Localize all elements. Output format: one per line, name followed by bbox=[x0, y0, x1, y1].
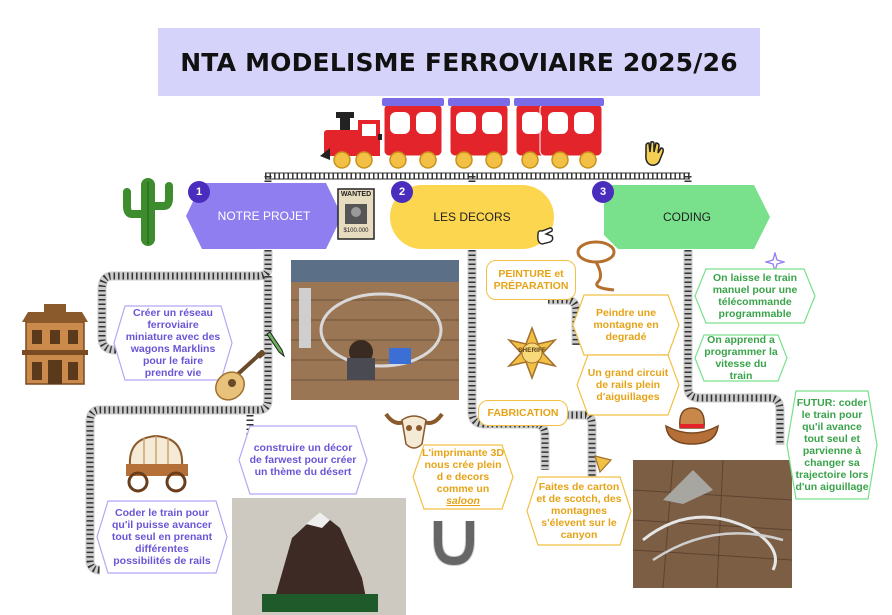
printer-note-emphasis: saloon bbox=[446, 495, 480, 507]
coding-note-1-text: On laisse le train manuel pour une télécommande programmable bbox=[712, 272, 798, 320]
projet-note-3 bbox=[96, 500, 228, 574]
coding-note-2 bbox=[694, 334, 788, 382]
tag-peinture-text: PEINTURE et PRÉPARATION bbox=[493, 268, 569, 292]
saloon-icon bbox=[18, 304, 92, 388]
tag-peinture bbox=[486, 260, 576, 300]
decors-note-1-text: Peindre une montagne en degradé bbox=[593, 307, 659, 343]
section-2-label: LES DECORS bbox=[433, 210, 511, 224]
tag-fabrication bbox=[478, 400, 568, 426]
decors-note-1 bbox=[572, 294, 680, 356]
mountain-model-photo bbox=[232, 498, 406, 615]
horseshoe-icon bbox=[430, 515, 478, 567]
section-2-button[interactable] bbox=[390, 185, 554, 249]
section-1-label: NOTRE PROJET bbox=[217, 209, 311, 223]
projet-note-2-text: construire un décor de farwest pour créer un thème du désert bbox=[249, 442, 357, 478]
section-2-number: 2 bbox=[391, 181, 413, 203]
printer-note bbox=[412, 444, 514, 510]
page-title: NTA MODELISME FERROVIAIRE 2025/26 bbox=[180, 47, 738, 77]
projet-note-3-text: Coder le train pour qu'il puisse avancer tout seul en prenant différentes possibilités de rails bbox=[111, 507, 213, 567]
sheriff-badge-text: SHERIFF bbox=[518, 347, 546, 354]
coding-note-2-text: On apprend a programmer la vitesse du train bbox=[704, 334, 778, 382]
wanted-heading: WANTED bbox=[340, 191, 372, 198]
decors-note-3 bbox=[526, 476, 632, 546]
section-1-number: 1 bbox=[188, 181, 210, 203]
guitar-icon bbox=[208, 350, 266, 406]
tag-fabrication-text: FABRICATION bbox=[487, 407, 559, 419]
train-icon bbox=[318, 94, 608, 172]
workshop-photo bbox=[291, 260, 459, 400]
decors-note-3-text: Faites de carton et de scotch, des montagnes s'élevent sur le canyon bbox=[536, 481, 622, 541]
cowboy-hat-icon bbox=[664, 404, 720, 448]
printer-note-prefix: L'imprimante 3D nous crée plein d e decors comme un bbox=[422, 447, 504, 495]
section-3-label: CODING bbox=[663, 210, 711, 224]
glove-icon bbox=[641, 140, 667, 168]
projet-note-2 bbox=[238, 425, 368, 495]
coding-note-3 bbox=[786, 390, 878, 500]
lasso-icon bbox=[574, 236, 630, 292]
cow-skull-icon bbox=[384, 406, 444, 452]
cone-icon bbox=[592, 452, 614, 474]
circuit-photo bbox=[633, 460, 792, 588]
cactus-icon bbox=[122, 176, 174, 248]
printer-note-text bbox=[412, 444, 514, 510]
pencil-icon bbox=[266, 330, 286, 358]
decors-note-2-text: Un grand circuit de rails plein d'aiguillages bbox=[587, 367, 669, 403]
projet-note-1-text: Créer un réseau ferroviaire miniature avec des wagons Marklins pour le faire prendre vie bbox=[125, 307, 221, 379]
coding-note-3-text: FUTUR: coder le train pour qu'il avance tout seul et parvienne à changer sa trajectoire lors d'un aiguillage bbox=[795, 397, 869, 493]
coding-note-1 bbox=[694, 268, 816, 324]
pointing-hand-icon bbox=[532, 224, 558, 250]
section-3-number: 3 bbox=[592, 181, 614, 203]
wanted-reward: $100.000 bbox=[343, 228, 369, 234]
covered-wagon-icon bbox=[122, 432, 192, 494]
